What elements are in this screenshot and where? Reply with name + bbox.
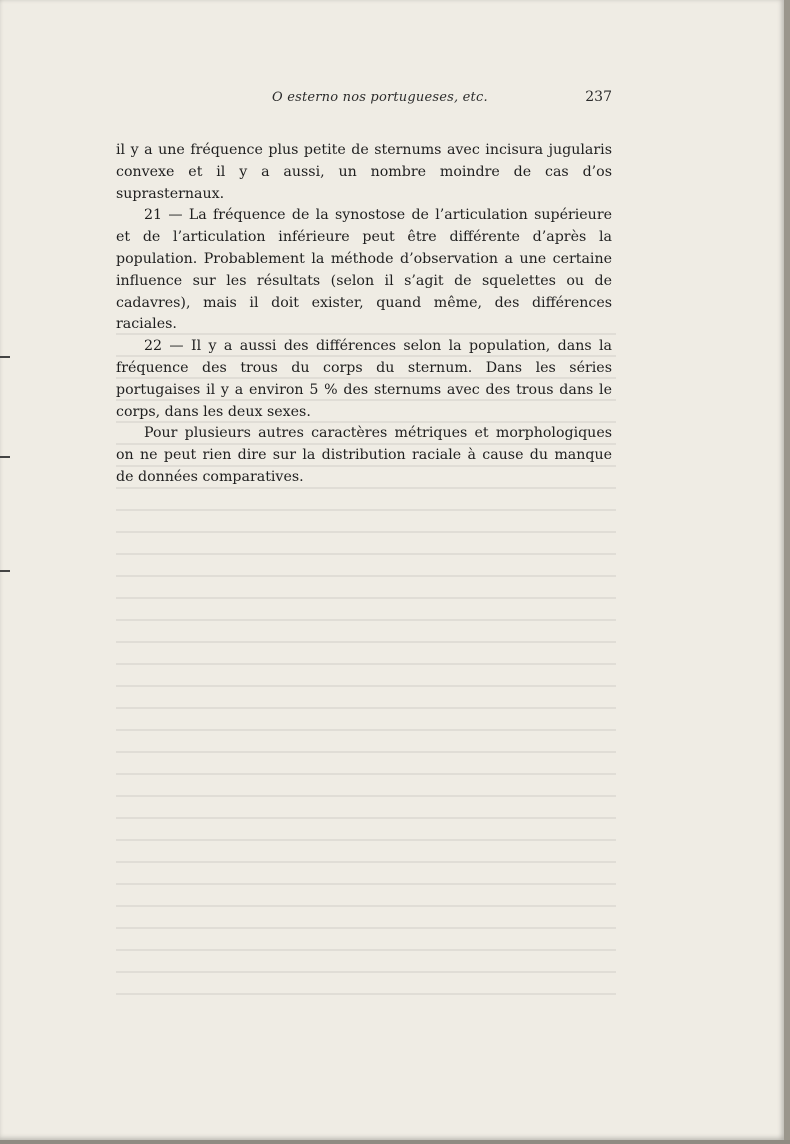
margin-tick-mark bbox=[0, 570, 10, 572]
page-edge-bottom bbox=[0, 1140, 790, 1144]
page-number: 237 bbox=[585, 89, 612, 105]
paragraph: 22 — Il y a aussi des différences selon la population, dans la fréquence des trous du corps du sternum. Dans les séries portugaises il y a environ 5 % des sternums avec des trous dans le corps, dans les deux sexes. bbox=[116, 338, 612, 420]
margin-tick-mark bbox=[0, 356, 10, 358]
body-text bbox=[116, 140, 612, 489]
paragraph: 21 — La fréquence de la synostose de l’articulation supérieure et de l’articulation inférieure peut être différente d’après la population. Probablement la méthode d’observation a une certaine influence sur les résultats (selon il s’agit de squelettes ou de cadavres), mais il doit exister, quand même, des différences raciales. bbox=[116, 207, 612, 333]
paragraph: Pour plusieurs autres caractères métriques et morphologiques on ne peut rien dire sur la distribution raciale à cause du manque de données comparatives. bbox=[116, 425, 612, 485]
paragraph: il y a une fréquence plus petite de sternums avec incisura jugularis convexe et il y a aussi, un nombre moindre de cas d’os suprasternaux. bbox=[116, 142, 612, 202]
margin-tick-mark bbox=[0, 456, 10, 458]
page-edge-right bbox=[784, 0, 790, 1144]
running-title: O esterno nos portugueses, etc. bbox=[272, 90, 488, 105]
running-head bbox=[116, 90, 612, 110]
